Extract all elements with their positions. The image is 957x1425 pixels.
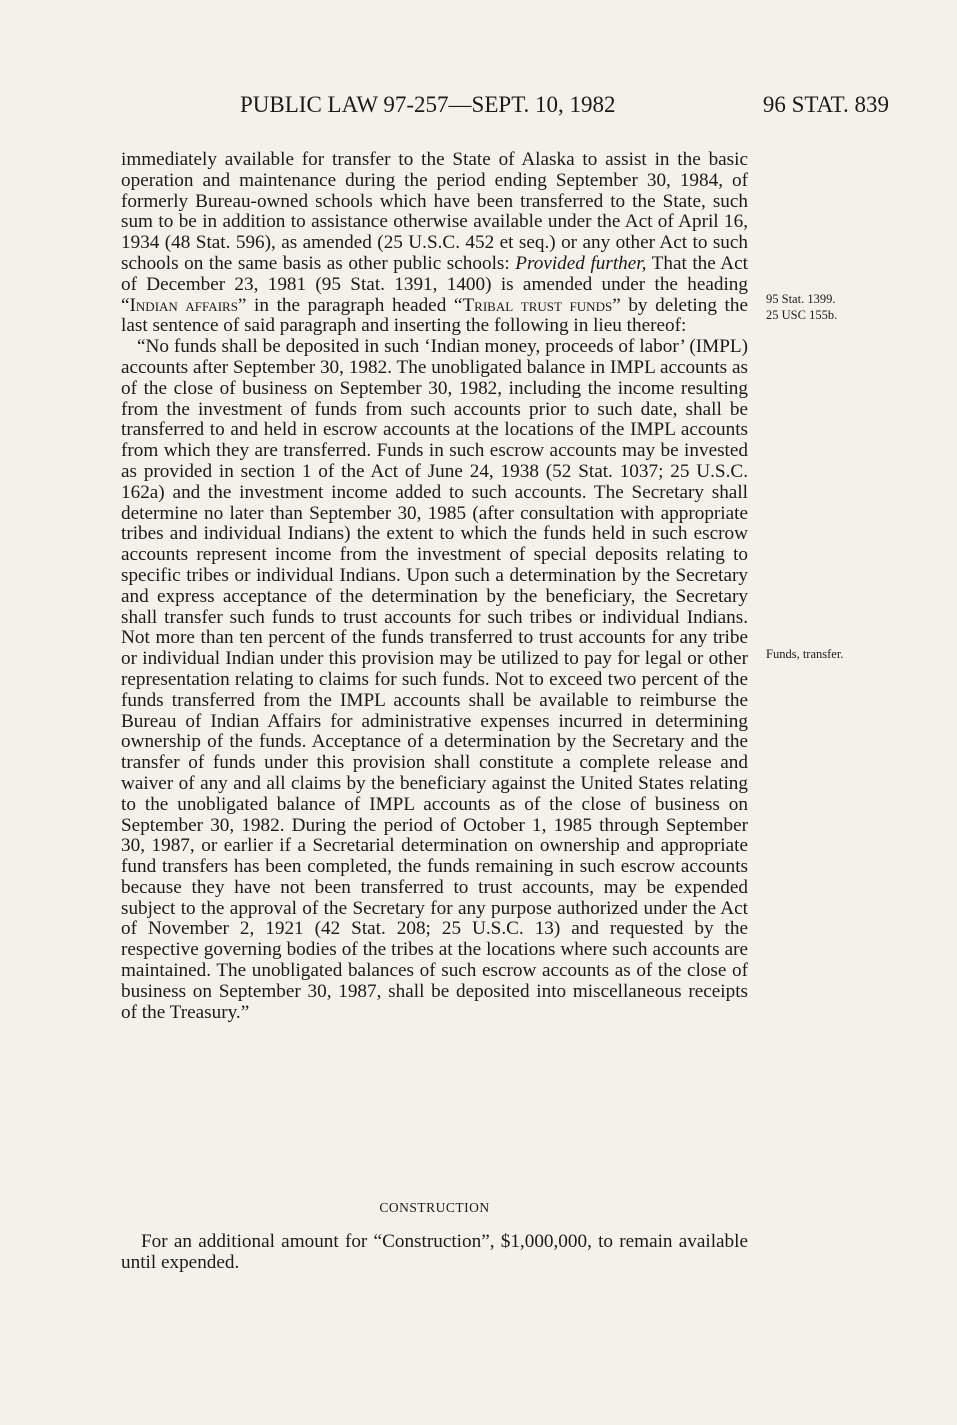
margin-note-funds-transfer: Funds, transfer. xyxy=(766,647,844,661)
construction-section xyxy=(121,1232,748,1274)
p1-italic-provided-further: Provided further, xyxy=(515,252,647,274)
paragraph-inserted-text: “No funds shall be deposited in such ‘Indian money, proceeds of labor’ (IMPL) accounts after September 30, 1982. The unobligated balance in IMPL accounts as of the close of business on September 30, 1982, including the income resulting from the investment of funds from such accounts prior to such date, shall be transferred to and held in escrow accounts at the locations of the IMPL accounts from which they are transferred. Funds in such escrow accounts may be invested as provided in section 1 of the Act of June 24, 1938 (52 Stat. 1037; 25 U.S.C. 162a) and the investment income added to such accounts. The Secretary shall determine no later than September 30, 1985 (after consultation with appropriate tribes and individual Indians) the extent to which the funds held in such escrow accounts represent income from the investment of special deposits relating to specific tribes or individual Indians. Upon such a determination by the Secretary and express acceptance of the determination by the beneficiary, the Secretary shall transfer such funds to trust accounts for such tribes or individual Indians. Not more than ten percent of the funds transferred to trust accounts for any tribe or individual Indian under this provision may be utilized to pay for legal or other representation relating to claims for such funds. Not to exceed two percent of the funds transferred from the IMPL accounts shall be available to reimburse the Bureau of Indian Affairs for administrative expenses incurred in determining ownership of the funds. Acceptance of a determination by the Secretary and the transfer of funds under this provision shall constitute a complete release and waiver of any and all claims by the beneficiary against the United States relating to the unobligated balance of IMPL accounts as of the close of business on September 30, 1982. During the period of October 1, 1985 through September 30, 1987, or earlier if a Secretarial determination on ownership and appropriate fund transfers has been completed, the funds remaining in such escrow accounts because they have not been transferred to trust accounts, may be expended subject to the approval of the Secretary for any purpose authorized under the Act of November 2, 1921 (42 Stat. 208; 25 U.S.C. 13) and requested by the respective governing bodies of the tribes at the locations where such accounts are maintained. The unobligated balances of such escrow accounts as of the close of business on September 30, 1987, shall be deposited into miscellaneous receipts of the Treasury.” xyxy=(121,336,748,1023)
margin-note-stat: 95 Stat. 1399. xyxy=(766,292,836,306)
construction-paragraph: For an additional amount for “Construction”, $1,000,000, to remain available until expended. xyxy=(121,1231,748,1273)
p1-text-d: ” by deleting the last sentence of said paragraph and inserting the following in lieu thereof: xyxy=(121,294,748,337)
p1-heading-indian-affairs: Indian affairs xyxy=(129,294,238,316)
main-body xyxy=(121,150,748,1023)
section-heading-construction: CONSTRUCTION xyxy=(379,1200,490,1215)
header-stat-citation: 96 STAT. 839 xyxy=(762,92,889,117)
header-title: PUBLIC LAW 97-257—SEPT. 10, 1982 xyxy=(240,92,616,117)
paragraph-continued xyxy=(121,150,748,337)
margin-note-citation xyxy=(766,291,896,323)
margin-note-usc: 25 USC 155b. xyxy=(766,308,838,322)
p1-text-a: immediately available for transfer to the State of Alaska to assist in the basic operation and maintenance during the period ending September 30, 1984, of formerly Bureau-owned schools which have been transferred to the State, such sum to be in addition to assistance otherwise available under the Act of April 16, 1934 (48 Stat. 596), as amended (25 U.S.C. 452 et seq.) or any other Act to such schools on the same basis as other public schools: xyxy=(121,149,748,274)
page-header xyxy=(0,92,957,122)
p1-text-b: That the Act of December 23, 1981 (95 Stat. 1391, 1400) is amended under the heading “ xyxy=(121,252,748,316)
p1-text-c: ” in the paragraph headed “ xyxy=(237,294,463,316)
p1-heading-tribal-trust-funds: Tribal trust funds xyxy=(462,294,613,316)
